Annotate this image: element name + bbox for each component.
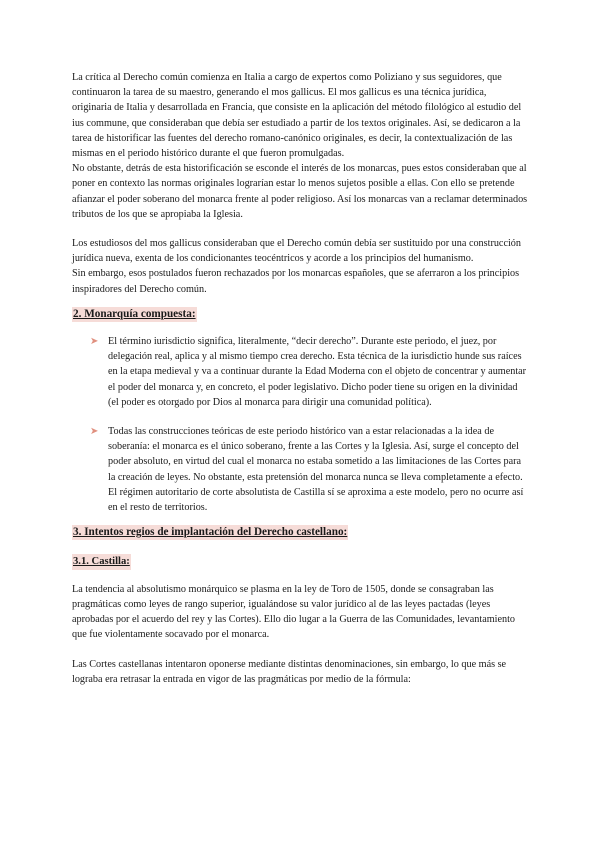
intro-paragraph-2: No obstante, detrás de esta historificación se esconde el interés de los monarcas, pues estos consideraban que al poner en contexto las normas originales lograrían estar lo menos sujetos posible a ellas. Con ello se pretende afianzar el poder soberano del monarca frente al poder religioso. Así los monarcas van a reclamar determinados tributos de los que se apropiaba la Iglesia. <box>72 163 528 220</box>
paragraph-gap <box>72 222 528 236</box>
arrowhead-bullet-icon: ➤ <box>90 336 99 348</box>
section-2-bullet-list <box>72 334 528 515</box>
section-2-heading: 2. Monarquía compuesta: <box>72 307 197 322</box>
bullet-text: Todas las construcciones teóricas de este periodo histórico van a estar relacionadas a la idea de soberanía: el monarca es el único soberano, frente a las Cortes y la Iglesia. Así, surge el concepto del poder absoluto, en virtud del cual el monarca no estaba sometido a las limitaciones de las Cortes para la creación de leyes. No obstante, esta pretensión del monarca nunca se lleva completamente a efecto. <box>108 426 523 483</box>
bullet-item <box>90 334 528 410</box>
bullet-item <box>90 424 528 515</box>
bullet-text: El término iurisdictio significa, literalmente, “decir derecho”. Durante este periodo, el juez, por delegación real, aplica y al mismo tiempo crea derecho. Esta técnica de la iurisdictio hunde sus raíces en la etapa medieval y va a continuar durante la Edad Moderna con el objeto de concentrar y aumentar el poder del monarca y, en concreto, el poder legislativo. Dicho poder tiene su origen en la divinidad (el poder es otorgado por Dios al monarca para dirigir una comunidad política). <box>108 336 527 408</box>
section-3-paragraph-2: Las Cortes castellanas intentaron oponerse mediante distintas denominaciones, sin embargo, lo que más se lograba era retrasar la entrada en vigor de las pragmáticas por medio de la fórmula: <box>72 658 507 685</box>
section-3-1-heading: 3.1. Castilla: <box>72 554 131 569</box>
arrowhead-bullet-icon: ➤ <box>90 426 99 438</box>
section-3-paragraph-1: La tendencia al absolutismo monárquico se plasma en la ley de Toro de 1505, donde se consagraban las pragmáticas como leyes de rango superior, igualándose su valor jurídico al de las leyes pactadas (leyes aprobadas por el acuerdo del rey y las Cortes). Ello dio lugar a la Guerra de las Comunidades, levantamiento que fue violentamente socavado por el monarca. <box>72 583 516 641</box>
paragraph-gap <box>72 643 528 657</box>
bullet-extra-text: El régimen autoritario de corte absolutista de Castilla sí se aproxima a este modelo, pero no ocurre así en el resto de territorios. <box>108 486 524 514</box>
section-3-heading: 3. Intentos regios de implantación del Derecho castellano: <box>72 525 348 540</box>
intro-paragraph-1: La crítica al Derecho común comienza en Italia a cargo de expertos como Poliziano y sus seguidores, que continuaron la tarea de su maestro, generando el mos gallicus. El mos gallicus es una técnica jurídica, originaria de Italia y desarrollada en Francia, que consiste en la aplicación del método filológico al estudio del ius commune, que consideraban que debía ser estudiado a partir de los textos originales. Así, se dedicaron a la tarea de historificar las fuentes del derecho romano-canónico originales, es decir, la contextualización de las mismas en el periodo histórico durante el que fueron promulgadas. <box>72 72 522 160</box>
intro-paragraph-3: Los estudiosos del mos gallicus consideraban que el Derecho común debía ser sustituido por una construcción jurídica nueva, exenta de los condicionantes teocéntricos y acorde a los principios del humanismo. <box>72 238 521 265</box>
intro-paragraph-4: Sin embargo, esos postulados fueron rechazados por los monarcas españoles, que se aferraron a los principios inspiradores del Derecho común. <box>72 268 520 295</box>
